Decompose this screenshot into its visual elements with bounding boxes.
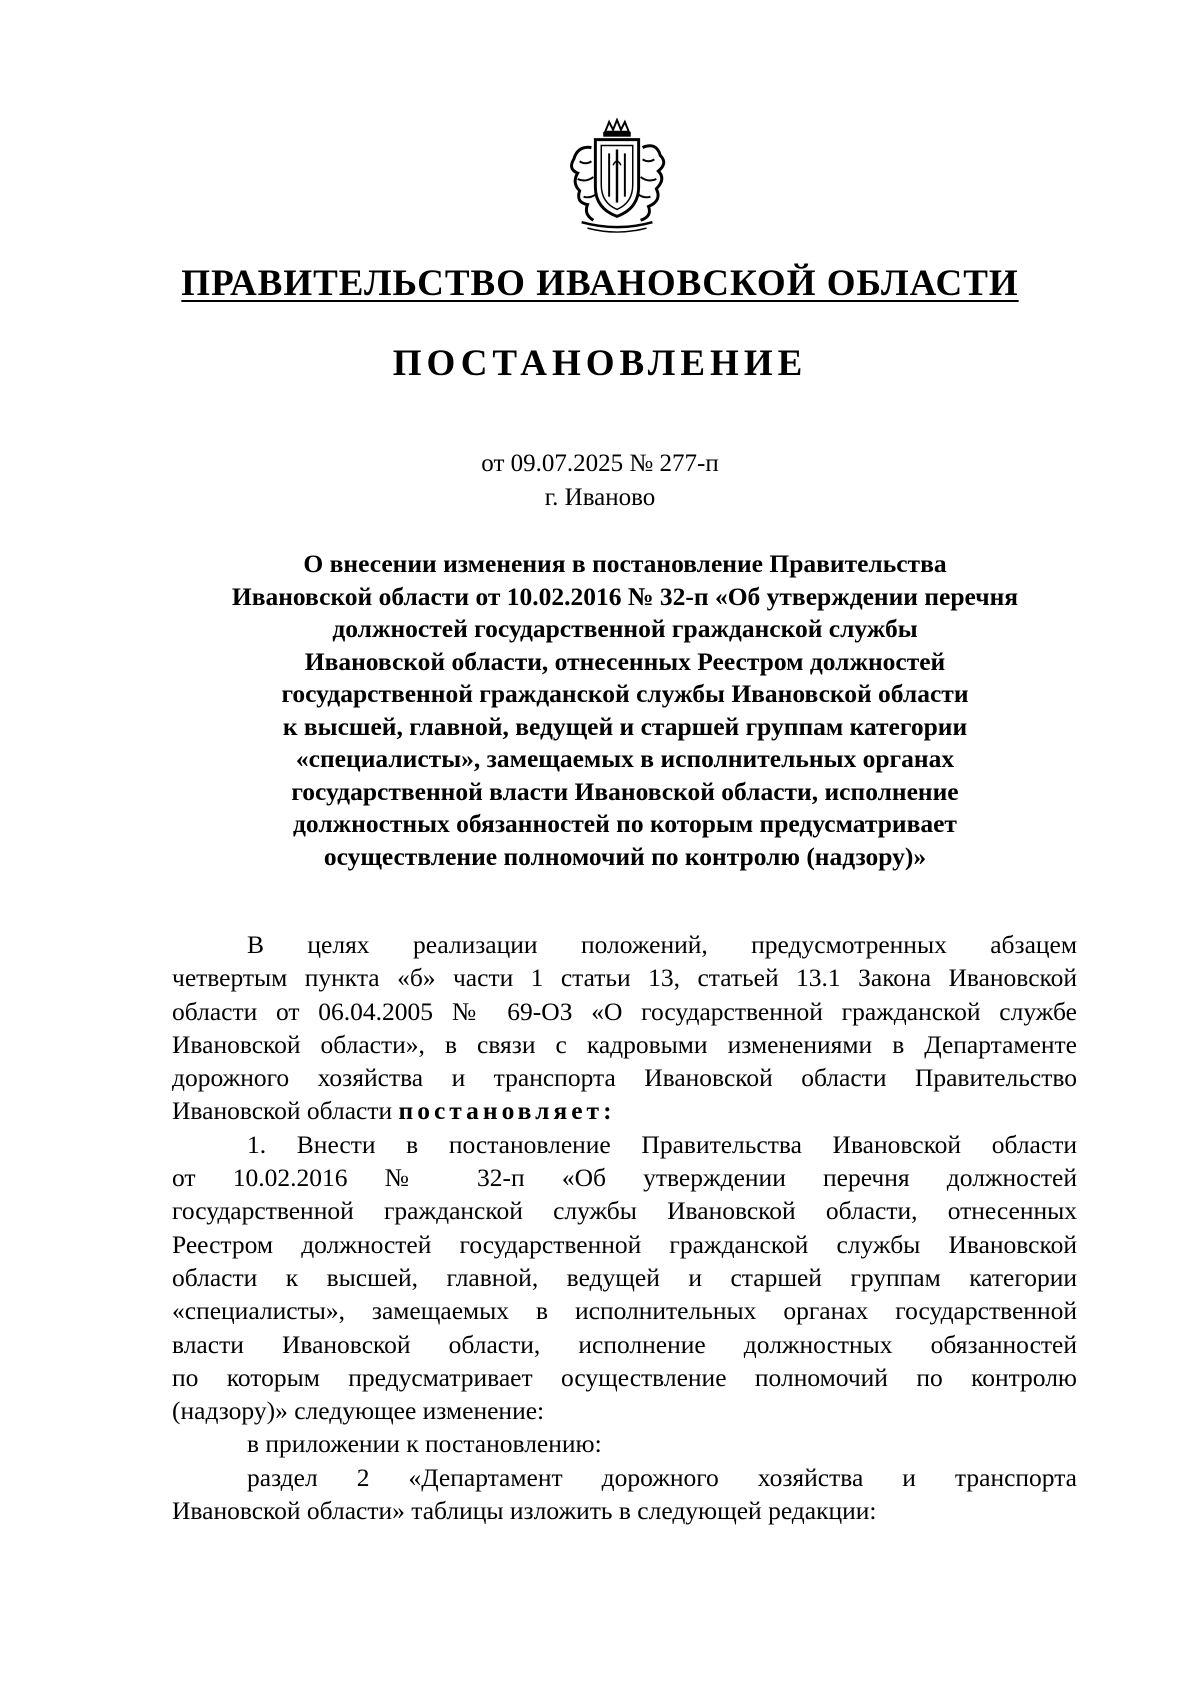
body-line-text: Ивановской области xyxy=(172,1096,399,1126)
item-line: области к высшей, главной, ведущей и старшей группам категории xyxy=(172,1262,1077,1292)
subject-line: осуществление полномочий по контролю (надзору)» xyxy=(323,841,927,871)
item-line: государственной гражданской службы Ивановской области, отнесенных xyxy=(172,1196,1077,1226)
item-line: от 10.02.2016 № 32-п «Об утверждении перечня должностей xyxy=(172,1163,1077,1193)
item-line: по которым предусматривает осуществление полномочий по контролю xyxy=(172,1362,1077,1392)
item-line: Реестром должностей государственной гражданской службы Ивановской xyxy=(172,1229,1077,1259)
body-line: Ивановской области», в связи с кадровыми изменениями в Департаменте xyxy=(172,1029,1077,1059)
item-line: власти Ивановской области, исполнение должностных обязанностей xyxy=(172,1329,1077,1359)
section-line: раздел 2 «Департамент дорожного хозяйства и транспорта xyxy=(247,1462,1077,1492)
subject-line: к высшей, главной, ведущей и старшей группам категории xyxy=(282,711,968,741)
body-line: В целях реализации положений, предусмотренных абзацем xyxy=(247,930,1077,959)
subject-line: Ивановской области от 10.02.2016 № 32-п «Об утверждении перечня xyxy=(231,581,1019,611)
coat-of-arms-icon xyxy=(558,118,676,236)
body-line-decree xyxy=(172,1094,1077,1127)
item-line: (надзору)» следующее изменение: xyxy=(172,1396,545,1426)
document-city: г. Иваново xyxy=(544,484,656,511)
subject-line: государственной власти Ивановской области, исполнение xyxy=(291,776,959,806)
subject-line: должностных обязанностей по которым предусматривает xyxy=(293,809,957,838)
item-line: 1. Внести в постановление Правительства Ивановской области xyxy=(247,1129,1077,1159)
body-line: дорожного хозяйства и транспорта Ивановской области Правительство xyxy=(172,1063,1077,1093)
document-body xyxy=(172,928,1077,1527)
appendix-line: в приложении к постановлению: xyxy=(247,1429,602,1459)
decree-word: постановляет: xyxy=(398,1096,616,1126)
subject-line: О внесении изменения в постановление Правительства xyxy=(303,549,947,578)
document-date-number: от 09.07.2025 № 277-п xyxy=(481,450,719,477)
body-line: области от 06.04.2005 № 69-ОЗ «О государственной гражданской службе xyxy=(172,996,1077,1026)
body-line: четвертым пункта «б» части 1 статьи 13, статьей 13.1 Закона Ивановской xyxy=(172,963,1077,993)
section-line: Ивановской области» таблицы изложить в следующей редакции: xyxy=(172,1496,877,1526)
subject-line: Ивановской области, отнесенных Реестром должностей xyxy=(304,646,946,676)
subject-line: должностей государственной гражданской службы xyxy=(332,614,918,643)
item-line: «специалисты», замещаемых в исполнительных органах государственной xyxy=(172,1296,1077,1326)
government-title: ПРАВИТЕЛЬСТВО ИВАНОВСКОЙ ОБЛАСТИ xyxy=(181,263,1019,304)
subject-line: «специалисты», замещаемых в исполнительных органах xyxy=(295,744,955,773)
subject-line: государственной гражданской службы Ивановской области xyxy=(281,679,969,708)
document-subject xyxy=(175,548,1075,873)
document-type: ПОСТАНОВЛЕНИЕ xyxy=(392,343,808,384)
